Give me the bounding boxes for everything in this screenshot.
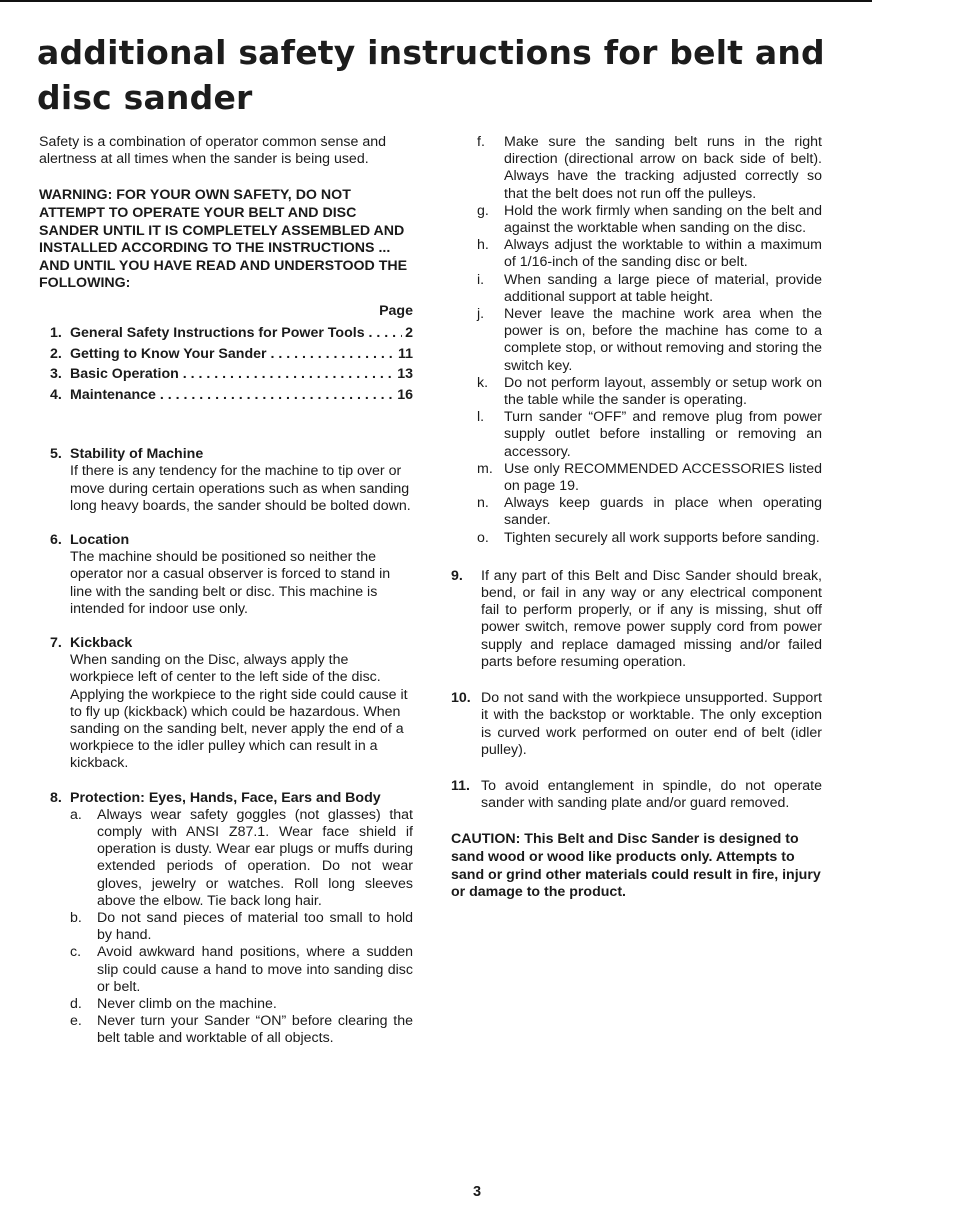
list-item: [70, 1013, 413, 1047]
section-number: 7.: [50, 635, 62, 651]
list-item: [477, 237, 822, 271]
section-location: [50, 532, 413, 618]
section-heading: [50, 532, 413, 549]
item-letter: k.: [477, 374, 489, 391]
toc-page-heading: Page: [379, 302, 413, 319]
list-item: [70, 944, 413, 996]
list-item: [477, 461, 822, 495]
caution-paragraph: CAUTION: This Belt and Disc Sander is designed to sand wood or wood like products only. Attempts to sand or grind other materials could result in fire, injury or damage to the product.: [451, 831, 821, 901]
item-letter: f.: [477, 134, 485, 150]
item-text: Always adjust the worktable to within a maximum of 1/16-inch of the sanding disc or belt.: [504, 237, 822, 271]
item-number: 10.: [451, 690, 471, 707]
item-text: Avoid awkward hand positions, where a sudden slip could cause a hand to move into sanding disc or belt.: [97, 944, 413, 995]
left-column: [39, 134, 413, 1048]
toc-number: 4.: [50, 386, 62, 403]
item-letter: n.: [477, 495, 489, 512]
toc-label: Basic Operation . . .: [70, 364, 394, 385]
item-text: Make sure the sanding belt runs in the right direction (directional arrow on back side of belt). Always have the tracking adjusted correctly so that the belt does not run off the pulleys.: [504, 134, 822, 202]
item-letter: h.: [477, 237, 489, 254]
numbered-item: [451, 778, 822, 812]
toc-label: General Safety Instructions for Power Tools . . .: [70, 323, 402, 344]
item-text: To avoid entanglement in spindle, do not operate sander with sanding plate and/or guard removed.: [481, 777, 822, 812]
item-letter: m.: [477, 460, 493, 477]
item-letter: d.: [70, 996, 82, 1013]
section-title: Kickback: [70, 635, 133, 651]
toc-label: Maintenance . . .: [70, 385, 394, 406]
item-letter: j.: [477, 306, 485, 323]
warning-paragraph: WARNING: FOR YOUR OWN SAFETY, DO NOT ATTEMPT TO OPERATE YOUR BELT AND DISC SANDER UNTIL IT IS COMPLETELY ASSEMBLED AND INSTALLED ACCORDING TO THE INSTRUCTIONS ... AND UNTIL YOU HAVE READ AND UNDERSTOOD THE FOLLOWING:: [39, 187, 408, 292]
section-kickback: [50, 635, 413, 773]
section-title: Protection: Eyes, Hands, Face, Ears and Body: [70, 789, 381, 806]
item-letter: i.: [477, 271, 485, 288]
item-letter: e.: [70, 1013, 82, 1030]
section-heading: [50, 635, 413, 652]
list-item: [477, 375, 822, 409]
list-item: [477, 134, 822, 203]
numbered-item: [451, 690, 822, 759]
item-text: Always keep guards in place when operating sander.: [504, 495, 822, 529]
item-letter: c.: [70, 944, 82, 961]
toc-item: [50, 364, 413, 385]
toc-item: [50, 344, 413, 365]
item-text: Never turn your Sander “ON” before clearing the belt table and worktable of all objects.: [97, 1013, 413, 1047]
toc-label: Getting to Know Your Sander . . .: [70, 344, 395, 365]
toc-item: [50, 385, 413, 406]
list-item: [477, 272, 822, 306]
section-stability: [50, 446, 413, 515]
section-number: 5.: [50, 446, 62, 463]
item-letter: b.: [70, 910, 82, 927]
toc-page: 2: [405, 325, 413, 342]
numbered-item: [451, 568, 822, 671]
item-text: Do not sand with the workpiece unsupported. Support it with the backstop or worktable. The only exception is curved work performed on outer end of belt (idler pulley).: [481, 690, 822, 758]
item-text: When sanding a large piece of material, provide additional support at table height.: [504, 271, 822, 305]
section-title: Stability of Machine: [70, 446, 204, 463]
list-item: [70, 996, 413, 1013]
list-item: [70, 910, 413, 944]
item-text: Never leave the machine work area when the power is on, before the machine has come to a complete stop, or without removing and storing the switch key.: [504, 306, 822, 374]
toc-number: 1.: [50, 325, 62, 342]
page-number: 3: [472, 1184, 482, 1200]
section-number: 8.: [50, 789, 62, 806]
toc-page: 11: [398, 345, 413, 362]
item-number: 11.: [451, 777, 470, 794]
list-item: [477, 530, 822, 547]
section-protection: [50, 790, 413, 1048]
section-body: If there is any tendency for the machine to tip over or move during certain operations such as when sanding long heavy boards, the sander should be bolted down.: [70, 463, 411, 514]
top-rule: [0, 0, 872, 2]
toc-page: 13: [397, 366, 413, 383]
item-letter: g.: [477, 202, 489, 219]
section-number: 6.: [50, 531, 62, 548]
right-column: [451, 134, 822, 902]
page-title: additional safety instructions for belt and disc sander: [37, 33, 825, 117]
item-text: Use only RECOMMENDED ACCESSORIES listed on page 19.: [504, 460, 822, 495]
section-body: The machine should be positioned so neither the operator nor a casual observer is forced to stand in line with the sanding belt or disc. This machine is intended for indoor use only.: [70, 549, 391, 617]
item-text: Always wear safety goggles (not glasses) that comply with ANSI Z87.1. Wear face shield if operation is dusty. Wear ear plugs or muffs during extended periods of operation. Do not wear gloves, jewelry or watches. Roll long sleeves above the elbow. Tie back long hair.: [97, 806, 413, 909]
table-of-contents: [50, 323, 413, 405]
item-text: Turn sander “OFF” and remove plug from power supply outlet before installing or removing an accessory.: [504, 409, 822, 460]
item-letter: o.: [477, 529, 489, 546]
item-text: Do not perform layout, assembly or setup work on the table while the sander is operating.: [504, 374, 822, 409]
protection-list-continued: [477, 134, 822, 547]
list-item: [70, 807, 413, 910]
item-letter: l.: [477, 409, 485, 426]
intro-paragraph: Safety is a combination of operator common sense and alertness at all times when the sander is being used.: [39, 134, 386, 168]
section-body: When sanding on the Disc, always apply the workpiece left of center to the left side of the disc. Applying the workpiece to the right side could cause it to fly up (kickback) which could be hazardous. When sanding on the sanding belt, never apply the end of a workpiece to the idler pulley which can result in a kickback.: [70, 652, 408, 772]
item-text: Never climb on the machine.: [97, 996, 277, 1013]
toc-page: 16: [397, 386, 413, 403]
list-item: [477, 495, 822, 529]
item-letter: a.: [70, 806, 82, 823]
item-text: If any part of this Belt and Disc Sander should break, bend, or fail in any way or any electrical component fail to perform properly, or if any is missing, shut off power switch, remove power supply cord from power supply and replace damaged missing and/or failed parts before resuming operation.: [481, 567, 822, 670]
toc-item: [50, 323, 413, 344]
item-text: Tighten securely all work supports before sanding.: [504, 529, 820, 546]
protection-list: [70, 807, 413, 1048]
list-item: [477, 306, 822, 375]
item-text: Hold the work firmly when sanding on the belt and against the worktable when sanding on the disc.: [504, 202, 822, 237]
item-text: Do not sand pieces of material too small to hold by hand.: [97, 910, 413, 944]
list-item: [477, 409, 822, 461]
item-number: 9.: [451, 567, 463, 584]
toc-number: 3.: [50, 366, 62, 383]
toc-number: 2.: [50, 345, 62, 362]
section-heading: [50, 790, 413, 807]
section-title: Location: [70, 531, 130, 548]
section-heading: [50, 446, 413, 463]
list-item: [477, 203, 822, 237]
